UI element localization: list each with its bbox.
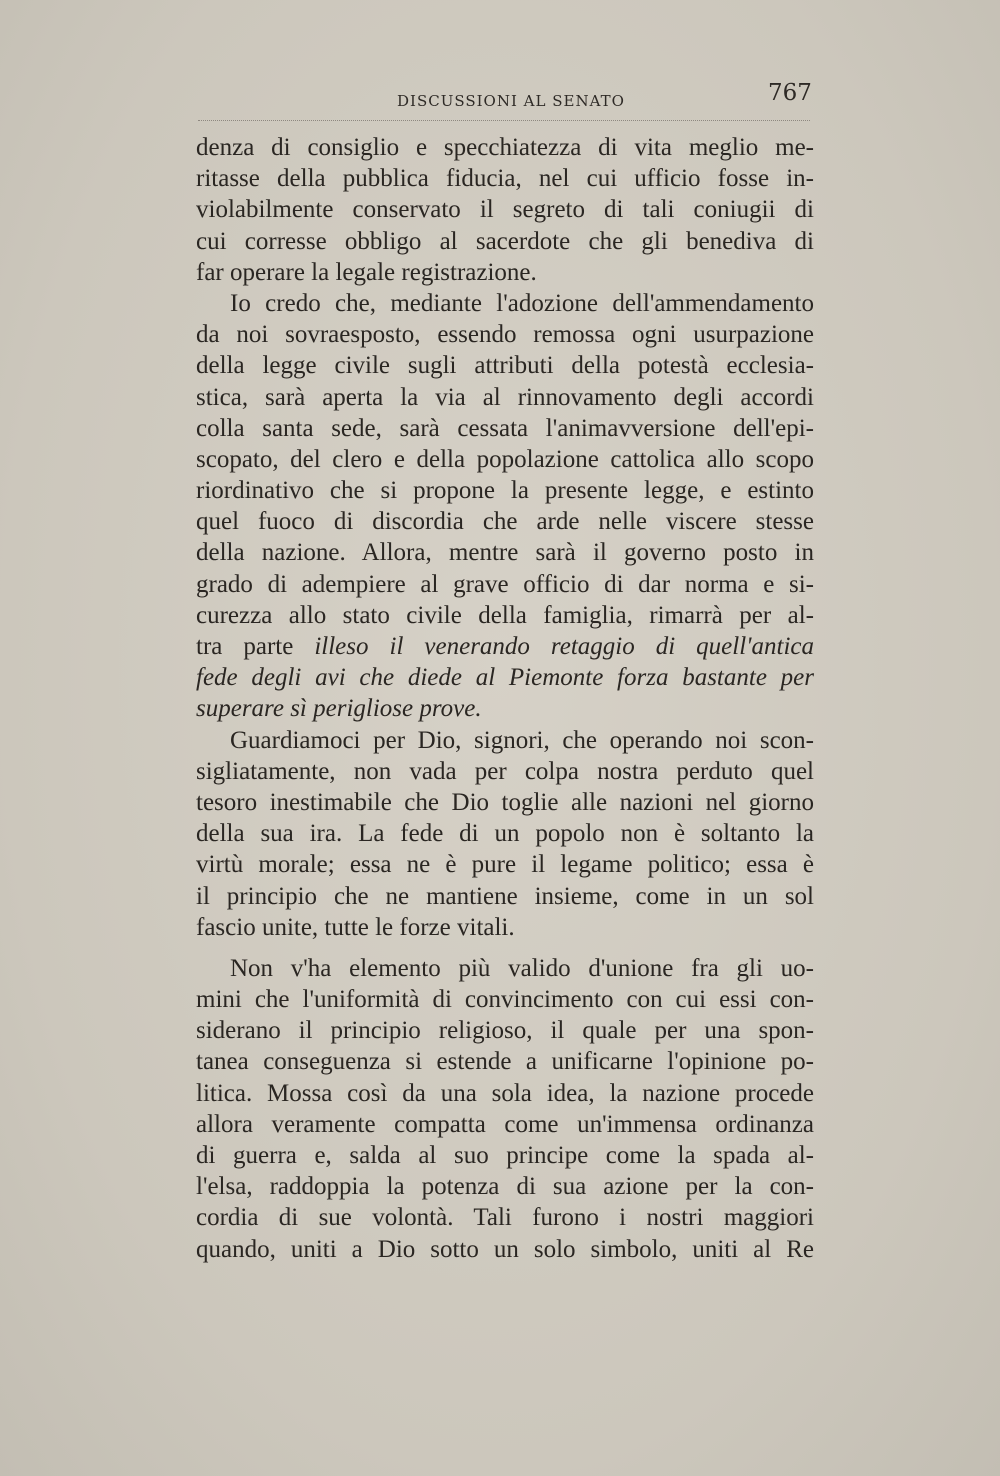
- text-line: scopato, del clero e della popolazione cattolica allo scopo: [196, 445, 814, 473]
- italic-text: fede degli avi che diede al Piemonte forza bastante per: [196, 664, 814, 692]
- text-line: della sua ira. La fede di un popolo non è soltanto la: [196, 820, 814, 848]
- text-line: litica. Mossa così da una sola idea, la nazione procede: [196, 1079, 814, 1107]
- text-line-mixed: [196, 631, 814, 662]
- text-line: Guardiamoci per Dio, signori, che operando noi scon-: [230, 726, 814, 754]
- text-line: cordia di sue volontà. Tali furono i nostri maggiori: [196, 1204, 814, 1232]
- text-line: il principio che ne mantiene insieme, come in un sol: [196, 882, 814, 910]
- text-line-mixed: [196, 693, 814, 724]
- italic-text: illeso il venerando retaggio di quell'antica: [314, 633, 814, 660]
- text-line: della nazione. Allora, mentre sarà il governo posto in: [196, 539, 814, 567]
- text-line: stica, sarà aperta la via al rinnovamento degli accordi: [196, 383, 814, 411]
- paragraph-gap: [196, 943, 814, 953]
- text-line: virtù morale; essa ne è pure il legame politico; essa è: [196, 851, 814, 879]
- text-line: colla santa sede, sarà cessata l'animavversione dell'epi-: [196, 414, 814, 442]
- text-line: sigliatamente, non vada per colpa nostra perduto quel: [196, 757, 814, 785]
- text-line: allora veramente compatta come un'immensa ordinanza: [196, 1110, 814, 1138]
- plain-text: tra parte: [196, 633, 315, 660]
- text-line: cui corresse obbligo al sacerdote che gli benediva di: [196, 227, 814, 255]
- text-line: far operare la legale registrazione.: [196, 258, 537, 286]
- text-line: l'elsa, raddoppia la potenza di sua azione per la con-: [196, 1173, 814, 1201]
- text-line: quando, uniti a Dio sotto un solo simbolo, uniti al Re: [196, 1235, 814, 1263]
- running-head: DISCUSSIONI AL SENATO: [397, 92, 625, 110]
- text-line: della legge civile sugli attributi della potestà ecclesia-: [196, 352, 814, 380]
- text-line: Non v'ha elemento più valido d'unione fra gli uo-: [230, 954, 814, 982]
- text-line: quel fuoco di discordia che arde nelle viscere stesse: [196, 508, 814, 536]
- page-number: 767: [768, 80, 812, 106]
- text-line: tanea conseguenza si estende a unificarne l'opinione po-: [196, 1048, 814, 1076]
- text-line: di guerra e, salda al suo principe come la spada al-: [196, 1142, 814, 1169]
- text-line: riordinativo che si propone la presente legge, e estinto: [196, 477, 814, 505]
- text-line: violabilmente conservato il segreto di tali coniugii di: [196, 196, 814, 224]
- text-line: curezza allo stato civile della famiglia, rimarrà per al-: [196, 601, 814, 629]
- text-line: mini che l'uniformità di convincimento con cui essi con-: [196, 986, 814, 1014]
- text-line: tesoro inestimabile che Dio toglie alle nazioni nel giorno: [196, 788, 814, 816]
- text-line: grado di adempiere al grave officio di dar norma e si-: [196, 570, 814, 598]
- text-line-mixed: [196, 662, 814, 693]
- body-text: [196, 132, 814, 1265]
- text-line: fascio unite, tutte le forze vitali.: [196, 913, 515, 941]
- text-line: denza di consiglio e specchiatezza di vita meglio me-: [196, 134, 814, 161]
- italic-text: superare sì perigliose prove.: [196, 695, 482, 723]
- header-rule: [198, 120, 810, 121]
- text-line: Io credo che, mediante l'adozione dell'ammendamento: [230, 289, 814, 317]
- text-line: ritasse della pubblica fiducia, nel cui ufficio fosse in-: [196, 165, 814, 193]
- text-line: siderano il principio religioso, il quale per una spon-: [196, 1017, 814, 1045]
- text-line: da noi sovraesposto, essendo remossa ogni usurpazione: [196, 321, 814, 349]
